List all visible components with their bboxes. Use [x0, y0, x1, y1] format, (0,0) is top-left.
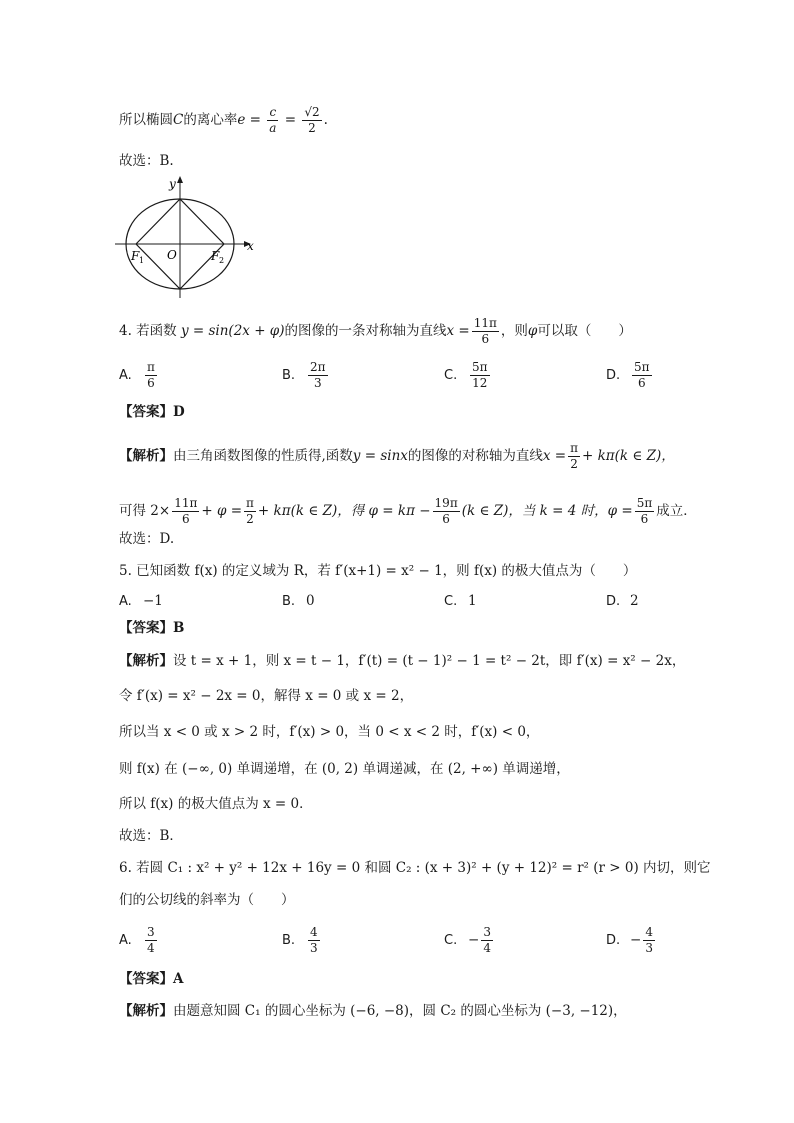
- q6-stem-2: 们的公切线的斜率为（ ）: [119, 892, 295, 908]
- q4-option-c: C. $\frac{5\pi}{12}$: [444, 360, 488, 390]
- q4-analysis-2: 可得 2× $\frac{11\pi}{6}$ + φ = $\frac{\pi}{2}$ + kπ(k ∈ Z)，得 φ = kπ − $\frac{19\pi}{6}$ (k ∈ Z)，当 k = 4 时，φ = $\frac{5\pi}{6}$ 成立．: [119, 496, 697, 526]
- q6-option-d: D. − $\frac{4}{3}$: [606, 925, 653, 955]
- q5-option-d: D. 2: [606, 593, 639, 609]
- q4-choose: 故选：D.: [119, 531, 175, 547]
- q5-option-c: C. 1: [444, 593, 477, 609]
- q5-stem: 5. 已知函数 f(x) 的定义域为 R，若 f′(x+1) = x² − 1，则 f(x) 的极大值点为（ ）: [119, 563, 637, 579]
- q4-analysis-1: 【解析】由三角函数图像的性质得,函数y = sinx的图像的对称轴为直线x = $\frac{\pi}{2}$ + kπ(k ∈ Z)，: [119, 441, 675, 471]
- q6-analysis-1: 【解析】由题意知圆 C₁ 的圆心坐标为 (−6, −8)，圆 C₂ 的圆心坐标为 (−3, −12)，: [119, 1003, 627, 1019]
- q5-answer: 【答案】B: [119, 620, 185, 636]
- label-y: y: [169, 177, 176, 191]
- q4-option-d: D. $\frac{5\pi}{6}$: [606, 360, 650, 390]
- q4-option-b: B. $\frac{2\pi}{3}$: [282, 360, 326, 390]
- label-F1-sub: 1: [139, 256, 145, 265]
- text: 所以椭圆: [119, 112, 173, 128]
- q6-option-a: A. $\frac{3}{4}$: [119, 925, 155, 955]
- label-F2: F: [211, 249, 220, 263]
- fraction-sqrt2-over-2: $\frac{√2}{2}$: [304, 105, 320, 135]
- q5-analysis-5: 所以 f(x) 的极大值点为 x = 0．: [119, 796, 313, 812]
- q6-option-c: C. − $\frac{3}{4}$: [444, 925, 491, 955]
- label-F1: F: [131, 249, 140, 263]
- q4-stem: 4. 若函数 y = sin(2x + φ)的图像的一条对称轴为直线x = $\frac{11\pi}{6}$ ，则φ可以取（ ）: [119, 316, 632, 346]
- label-x: x: [247, 239, 254, 253]
- text: 的离心率: [183, 112, 238, 128]
- q6-stem-1: 6. 若圆 C₁ : x² + y² + 12x + 16y = 0 和圆 C₂ : (x + 3)² + (y + 12)² = r² (r > 0) 内切，则它: [119, 860, 711, 876]
- eccentricity-line: 所以椭圆C的离心率e = $\frac{c}{a}$ = $\frac{√2}{2}$ .: [119, 105, 328, 135]
- q5-analysis-2: 令 f′(x) = x² − 2x = 0，解得 x = 0 或 x = 2，: [119, 688, 414, 704]
- var-e: e: [237, 112, 246, 128]
- q5-option-b: B. 0: [282, 593, 315, 609]
- q5-option-a: A. −1: [119, 593, 163, 609]
- q4-answer: 【答案】D: [119, 404, 185, 420]
- q5-choose: 故选：B．: [119, 828, 183, 844]
- ellipse-figure: [115, 170, 265, 300]
- q5-analysis-4: 则 f(x) 在 (−∞, 0) 单调递增，在 (0, 2) 单调递减，在 (2, +∞) 单调递增，: [119, 761, 570, 777]
- label-O: O: [167, 248, 177, 262]
- choice-line: 故选：B.: [119, 153, 174, 169]
- q5-analysis-3: 所以当 x < 0 或 x > 2 时，f′(x) > 0，当 0 < x < 2 时，f′(x) < 0，: [119, 724, 540, 740]
- y-axis-arrow: [177, 176, 183, 183]
- label-F2-sub: 2: [219, 256, 225, 265]
- q5-analysis-1: 【解析】设 t = x + 1，则 x = t − 1，f′(t) = (t − 1)² − 1 = t² − 2t，即 f′(x) = x² − 2x，: [119, 653, 686, 669]
- var-C: C: [173, 112, 184, 128]
- q6-answer: 【答案】A: [119, 971, 184, 987]
- q6-option-b: B. $\frac{4}{3}$: [282, 925, 318, 955]
- q4-option-a: A. $\frac{\pi}{6}$: [119, 360, 155, 390]
- fraction-c-over-a: $\frac{c}{a}$: [269, 105, 277, 135]
